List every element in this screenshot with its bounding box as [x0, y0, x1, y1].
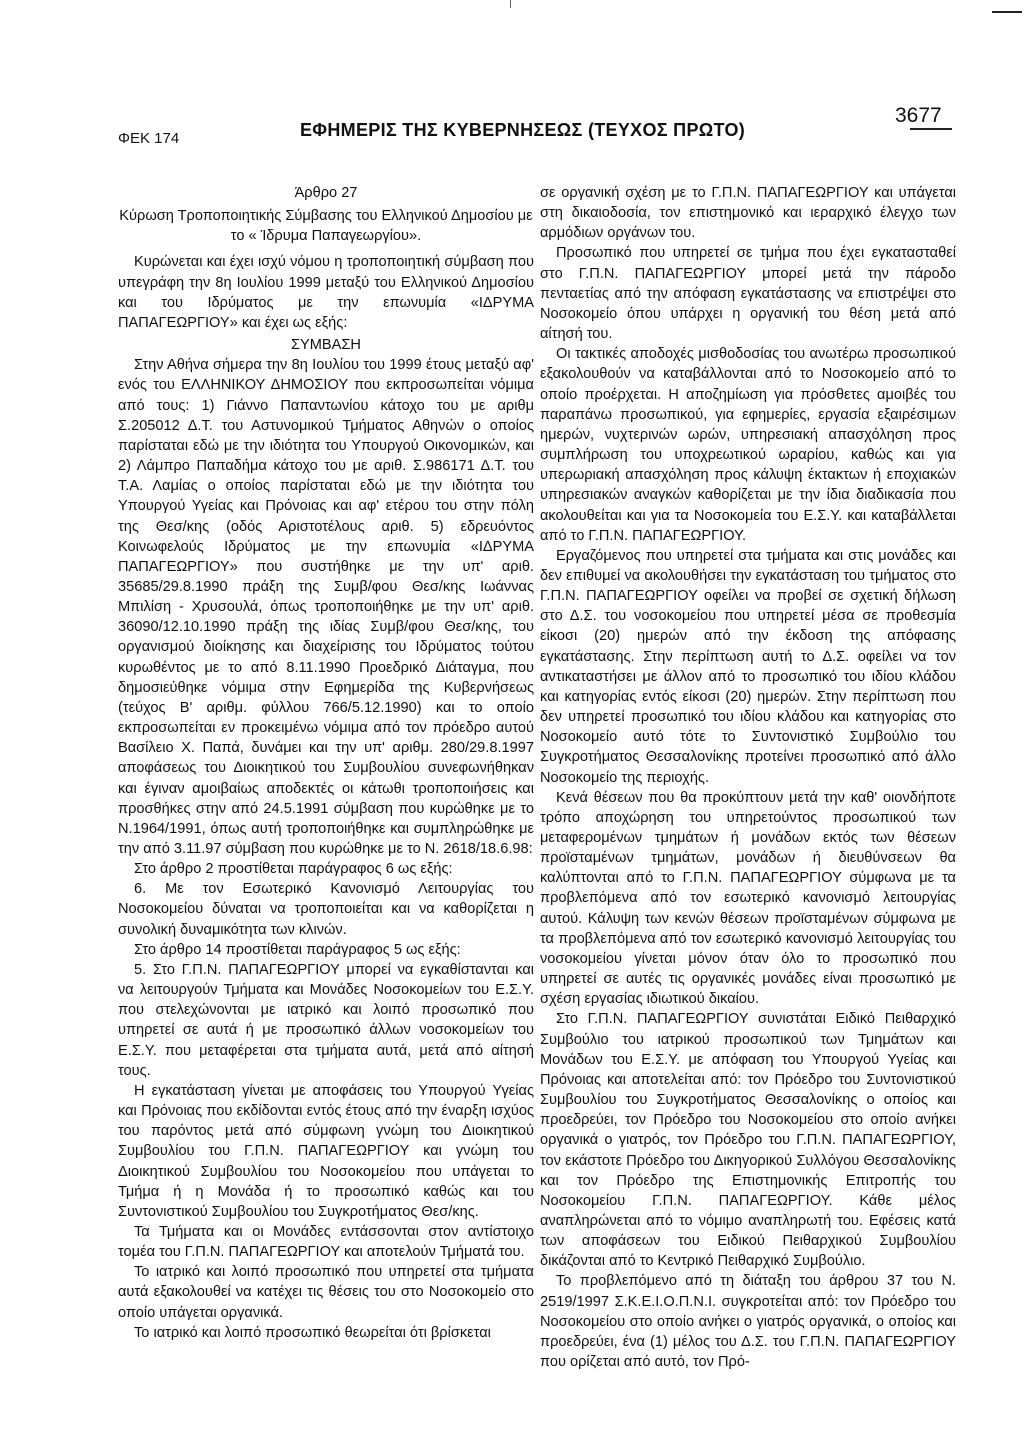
page-number: 3677 [895, 104, 942, 127]
left-column [118, 183, 534, 1343]
paragraph: Κενά θέσεων που θα προκύπτουν μετά την καθ' οιονδήποτε τρόπο αποχώρηση του υπηρετούντος προσωπικού των μεταφερομένων τμημάτων ή μονάδων εκτός των θέσεων προϊσταμένων τμημάτων, μονάδων ή διευθύνσεων θα καλύπτονται από το Γ.Π.Ν. ΠΑΠΑΓΕΩΡΓΙΟΥ σύμφωνα με τα προβλεπόμενα από τον εσωτερικό κανονισμό λειτουργίας αυτού. Κάλυψη των κενών θέσεων προϊσταμένων σύμφωνα με τα προβλεπόμενα από τον εσωτερικό κανονισμό λειτουργίας του νοσοκομείου γίνεται μόνον όταν όλο το προσωπικό που υπηρετεί σε αυτές τις οργανικές μονάδες είναι προσωπικό με σχέση εργασίας ιδιωτικού δικαίου. [540, 789, 956, 1008]
contract-heading: ΣΥΜΒΑΣΗ [291, 337, 361, 354]
paragraph: Προσωπικό που υπηρετεί σε τμήμα που έχει εγκατασταθεί στο Γ.Π.Ν. ΠΑΠΑΓΕΩΡΓΙΟΥ μπορεί μετά την πάροδο πενταετίας από την απόφαση εγκατάστασης να επιστρέψει στο Νοσοκομείο όπου υπάρχει η οργανική του θέση μετά από αίτησή του. [540, 245, 956, 343]
paragraph: 6. Με τον Εσωτερικό Κανονισμό Λειτουργίας του Νοσοκομείου δύναται να τροποποιείται και να καθορίζεται η συνολική δυναμικότητα των κλινών. [118, 881, 534, 938]
paragraph: σε οργανική σχέση με το Γ.Π.Ν. ΠΑΠΑΓΕΩΡΓΙΟΥ και υπάγεται στη δικαιοδοσία, τον επιστημονικό και ιεραρχικό έλεγχο των αρμόδιων οργάνων του. [540, 185, 956, 242]
gazette-issue-number: ΦΕΚ 174 [118, 130, 180, 147]
paragraph: Το ιατρικό και λοιπό προσωπικό που υπηρετεί στα τμήματα αυτά εξακολουθεί να κατέχει τις θέσεις του στο Νοσοκομείο στο οποίο υπάγεται οργανικά. [118, 1264, 534, 1321]
paragraph: Η εγκατάσταση γίνεται με αποφάσεις του Υπουργού Υγείας και Πρόνοιας που εκδίδονται εντός έτους από την έναρξη ισχύος του παρόντος μετά από σύμφωνη γνώμη του Διοικητικού Συμβουλίου του Γ.Π.Ν. ΠΑΠΑΓΕΩΡΓΙΟΥ και γνώμη του Διοικητικού Συμβουλίου του Νοσοκομείου που υπάγεται το Τμήμα ή η Μονάδα ή το προσωπικό καθώς και του Συντονιστικού Συμβουλίου του Συγκροτήματος Θεσ/κης. [118, 1082, 534, 1220]
article-title: Άρθρο 27 [294, 185, 358, 201]
article-intro-paragraph: Κυρώνεται και έχει ισχύ νόμου η τροποποιητική σύμβαση που υπεγράφη την 8η Ιουλίου 1999 μεταξύ του Ελληνικού Δημοσίου και του Ιδρύματος με την επωνυμία «ΙΔΡΥΜΑ ΠΑΠΑΓΕΩΡΓΙΟΥ» και έχει ως εξής: [118, 254, 534, 331]
paragraph: Τα Τμήματα και οι Μονάδες εντάσσονται στον αντίστοιχο τομέα του Γ.Π.Ν. ΠΑΠΑΓΕΩΡΓΙΟΥ και αποτελούν Τμήματά του. [118, 1223, 534, 1261]
right-column [540, 183, 956, 1372]
paragraph: Στο άρθρο 14 προστίθεται παράγραφος 5 ως εξής: [134, 941, 461, 958]
paragraph: Εργαζόμενος που υπηρετεί στα τμήματα και στις μονάδες και δεν επιθυμεί να ακολουθήσει την εγκατάσταση του τμήματος στο Γ.Π.Ν. ΠΑΠΑΓΕΩΡΓΙΟΥ οφείλει να προβεί σε σχετική δήλωση στο Δ.Σ. του νοσοκομείου που υπηρετεί μέσα σε προθεσμία είκοσι (20) ημερών από την έκδοση της απόφασης εγκατάστασης. Στην περίπτωση αυτή το Δ.Σ. οφείλει να τον αντικαταστήσει με άλλον από το προσωπικό του ιδίου κλάδου και κατηγορίας εντός είκοσι (20) ημερών. Στην περίπτωση που δεν υπηρετεί προσωπικό του ιδίου κλάδου και κατηγορίας στο Νοσοκομείο αυτό τότε το Συντονιστικό Συμβούλιο του Συγκροτήματος Θεσσαλονίκης προτείνει προσωπικό από άλλο Νοσοκομείο της περιοχής. [540, 547, 956, 786]
paragraph: Στην Αθήνα σήμερα την 8η Ιουλίου του 1999 έτους μεταξύ αφ' ενός του ΕΛΛΗΝΙΚΟΥ ΔΗΜΟΣΙΟΥ που εκπροσωπείται νόμιμα από τους: 1) Γιάννο Παπαντωνίου κάτοχο του με αριθμ Σ.205012 Δ.Τ. του Αστυνομικού Τμήματος Αθηνών ο οποίος παρίσταται εδώ με την ιδιότητα του Υπουργού Οικονομικών, και 2) Λάμπρο Παπαδήμα κάτοχο του με αριθ. Σ.986171 Δ.Τ. του Τ.Α. Λαμίας ο οποίος παρίσταται εδώ με την ιδιότητα του Υπουργού Υγείας και Πρόνοιας και αφ' ετέρου του στην πόλη της Θεσ/κης (οδός Αριστοτέλους αριθ. 5) εδρευόντος Κοινωφελούς Ιδρύματος με την επωνυμία «ΙΔΡΥΜΑ ΠΑΠΑΓΕΩΡΓΙΟΥ» που συστήθηκε με την υπ' αριθ. 35685/29.8.1990 πράξη της Συμβ/φου Θεσ/κης Ιωάννας Μπιλίση - Χρυσουλά, όπως τροποποιήθηκε με την υπ' αριθ. 36090/12.10.1990 πράξη της ιδίας Συμβ/φου Θεσ/κης, του οργανισμού διοίκησης και διαχείρισης του Ιδρύματος τούτου κυρωθέντος με το από 8.11.1990 Προεδρικό Διάταγμα, που δημοσιεύθηκε νόμιμα στην Εφημερίδα της Κυβερνήσεως (τεύχος Β' αριθμ. φύλλου 766/5.12.1990) και το οποίο εκπροσωπείται εν προκειμένω νόμιμα από τον πρόεδρο αυτού Βασίλειο Χ. Παπά, δυνάμει και την υπ' αριθμ. 280/29.8.1997 αποφάσεως του Διοικητικού του Συμβουλίου συνεφωνήθηκαν και έγιναν αμοιβαίως αποδεκτές οι κάτωθι τροποποιήσεις και προσθήκες στην από 24.5.1991 σύμβαση που κυρώθηκε με το Ν.1964/1991, όπως αυτή τροποποιήθηκε και συμπληρώθηκε με την από 3.11.97 σύμβαση που κυρώθηκε με το Ν. 2618/18.6.98: [118, 357, 534, 857]
scan-mark [510, 0, 511, 8]
paragraph: Στο Γ.Π.Ν. ΠΑΠΑΓΕΩΡΓΙΟΥ συνιστάται Ειδικό Πειθαρχικό Συμβούλιο του ιατρικού προσωπικού των Τμημάτων και Μονάδων του Ε.Σ.Υ. με απόφαση του Υπουργού Υγείας και Πρόνοιας και αποτελείται από: τον Πρόεδρο του Συντονιστικού Συμβουλίου του Συγκροτήματος Θεσσαλονίκης ο οποίος και προεδρεύει, τον Πρόεδρο του Νοσοκομείου στο οποίο ανήκει οργανικά ο γιατρός, τον Πρόεδρο του Γ.Π.Ν. ΠΑΠΑΓΕΩΡΓΙΟΥ, τον εκάστοτε Πρόεδρο του Δικηγορικού Συλλόγου Θεσσαλονίκης και τον Πρόεδρο της Επιστημονικής Επιτροπής του Νοσοκομείου Γ.Π.Ν. ΠΑΠΑΓΕΩΡΓΙΟΥ. Κάθε μέλος αναπληρώνεται από το νόμιμο αναπληρωτή του. Εφέσεις κατά των αποφάσεων του Ειδικού Πειθαρχικού Συμβουλίου δικάζονται από το Κεντρικό Πειθαρχικό Συμβούλιο. [540, 1011, 956, 1270]
corner-rule [992, 11, 1022, 13]
article-subtitle: Κύρωση Τροποποιητικής Σύμβασης του Ελληνικού Δημοσίου με το « Ίδρυμα Παπαγεωργίου». [119, 208, 533, 245]
paragraph: Στο άρθρο 2 προστίθεται παράγραφος 6 ως εξής: [134, 861, 453, 878]
paragraph: Οι τακτικές αποδοχές μισθοδοσίας του ανωτέρω προσωπικού εξακολουθούν να καταβάλλονται από το Νοσοκομείο από το οποίο προέρχεται. Η αποζημίωση για πρόσθετες αμοιβές του παραπάνω προσωπικού, για εφημερίες, εργασία εξαιρέσιμων ημερών, νυχτερινών ωρών, υπηρεσιακή απασχόληση προς συμπλήρωση του υποχρεωτικού ωραρίου, καθώς και για υπερωριακή απασχόληση προς κάλυψη έκτακτων ή εποχιακών υπηρεσιακών αναγκών καθορίζεται με την ίδια διαδικασία που ακολουθείται και για τα Νοσοκομεία του Ε.Σ.Υ. και καταβάλλεται από το Γ.Π.Ν. ΠΑΠΑΓΕΩΡΓΙΟΥ. [540, 346, 956, 544]
paragraph: 5. Στο Γ.Π.Ν. ΠΑΠΑΓΕΩΡΓΙΟΥ μπορεί να εγκαθίστανται και να λειτουργούν Τμήματα και Μονάδες Νοσοκομείων του Ε.Σ.Υ. που στελεχώνονται με ιατρικό και λοιπό προσωπικό που υπηρετεί σε αυτά ή με προσωπικό άλλων νοσοκομείων του Ε.Σ.Υ. που μεταφέρεται στα τμήματα αυτά, μετά από αίτησή τους. [118, 961, 534, 1079]
gazette-running-title: ΕΦΗΜΕΡΙΣ ΤΗΣ ΚΥΒΕΡΝΗΣΕΩΣ (ΤΕΥΧΟΣ ΠΡΩΤΟ) [300, 120, 746, 140]
paragraph: Το ιατρικό και λοιπό προσωπικό θεωρείται ότι βρίσκεται [134, 1324, 491, 1341]
page-number-rule [910, 128, 952, 130]
paragraph: Το προβλεπόμενο από τη διάταξη του άρθρου 37 του Ν. 2519/1997 Σ.Κ.Ε.Ι.Ο.Π.Ν.Ι. συγκροτείται από: τον Πρόεδρο του Νοσοκομείου στο οποίο ανήκει ο γιατρός οργανικά, ο οποίος και προεδρεύει, ένα (1) μέλος του Δ.Σ. του Γ.Π.Ν. ΠΑΠΑΓΕΩΡΓΙΟΥ που ορίζεται από αυτό, τον Πρό- [540, 1273, 956, 1371]
